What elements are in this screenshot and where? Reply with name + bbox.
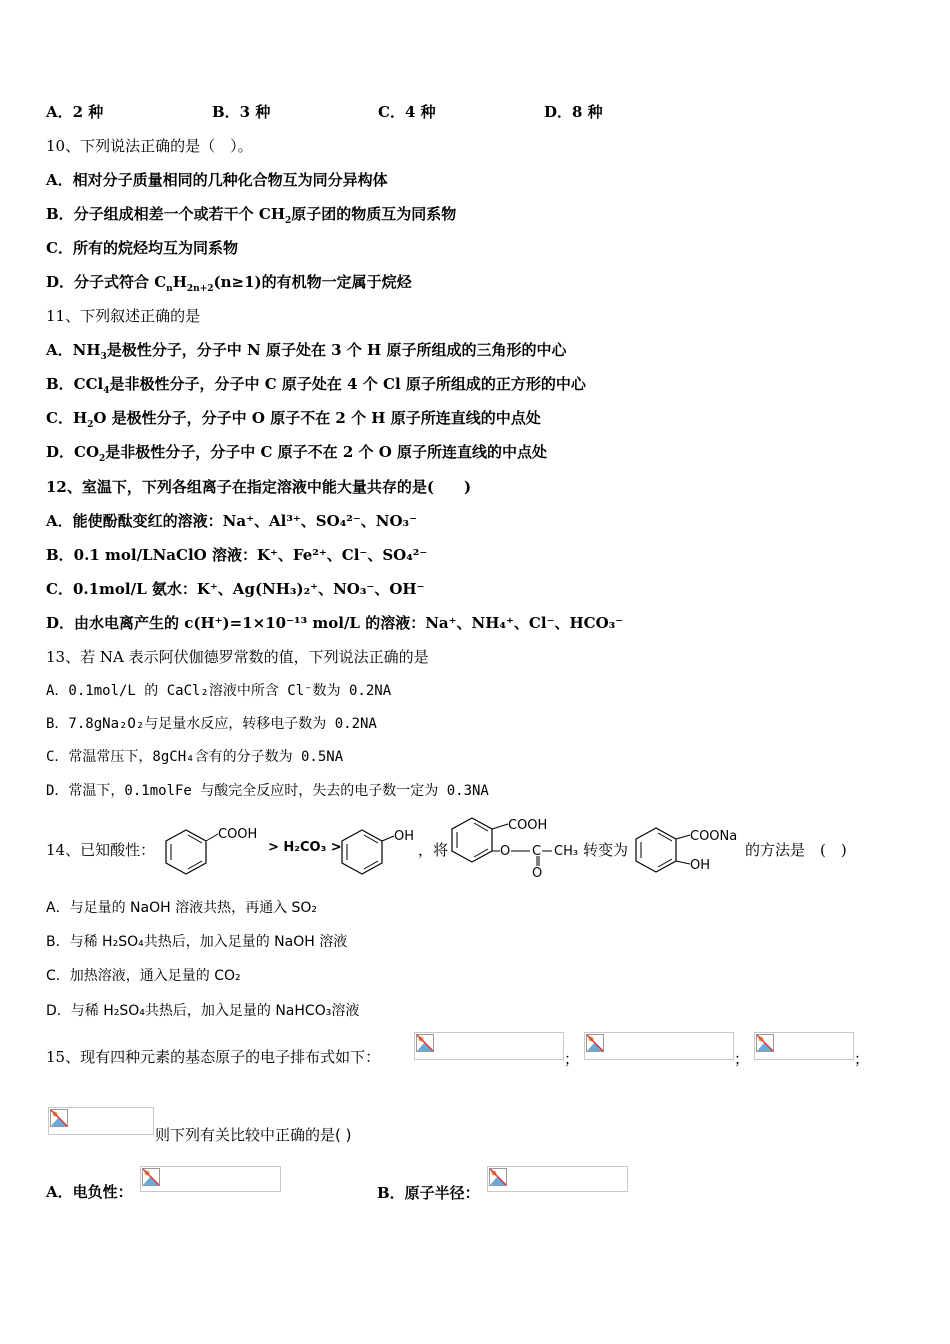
q14-option-a: A．与足量的 NaOH 溶液共热，再通入 SO₂ [46, 900, 318, 916]
q11-stem: 11、下列叙述正确的是 [46, 307, 201, 325]
broken-image-icon [416, 1034, 434, 1052]
q11-option-c: C．$H_2O$ 是极性分子，分子中 O 原子不在 2 个 H 原子所连直线的中点处 [46, 409, 541, 430]
q9-option-c: C．4 种 [378, 103, 436, 121]
electron-config-image-3 [754, 1032, 854, 1060]
aspirin-cooh-label: COOH [508, 818, 548, 833]
q10-option-c: C．所有的烷烃均互为同系物 [46, 239, 238, 257]
aspirin-ch3-label: CH₃ [554, 844, 579, 859]
q12-option-d: D．由水电离产生的 c(H⁺)=1×10⁻¹³ mol/L 的溶液：Na⁺、NH₄⁺、Cl⁻、HCO₃⁻ [46, 614, 624, 632]
q12-stem: 12、室温下，下列各组离子在指定溶液中能大量共存的是( ) [46, 478, 472, 496]
broken-image-icon [586, 1034, 604, 1052]
q15-sep-1: ； [564, 1050, 580, 1068]
broken-image-icon [50, 1109, 68, 1127]
q9-option-d: D．8 种 [544, 103, 603, 121]
q14-convert-to: 转变为 [583, 841, 629, 859]
q11-option-a: A．$NH_3$是极性分子，分子中 N 原子处在 3 个 H 原子所组成的三角形的中心 [46, 341, 567, 362]
q15-option-b-label: B．原子半径： [377, 1184, 480, 1202]
aspirin-carbonyl-o: O [532, 866, 543, 880]
phenol-oh-label: OH [394, 829, 415, 844]
q14-option-c: C．加热溶液，通入足量的 CO₂ [46, 968, 241, 984]
q14-option-d: D．与稀 H₂SO₄共热后，加入足量的 NaHCO₃溶液 [46, 1003, 360, 1019]
q15-stem-2: 则下列有关比较中正确的是( ) [155, 1126, 352, 1144]
q15-option-a-label: A．电负性： [46, 1183, 133, 1201]
q13-option-a: A．0.1mol/L 的 CaCl₂溶液中所含 Cl⁻数为 0.2NA [46, 683, 392, 699]
q13-option-c: C．常温常压下，8gCH₄含有的分子数为 0.5NA [46, 749, 344, 765]
q14-acidity-gt: > H₂CO₃ > [268, 840, 342, 855]
q15-sep-3: ； [854, 1050, 870, 1068]
phenol-structure [334, 822, 424, 878]
q14-comma-jiang: ，将 [418, 841, 449, 859]
q10-option-b: B．分子组成相差一个或若干个 $CH_2$原子团的物质互为同系物 [46, 205, 457, 226]
q10-option-d: D．分子式符合 $C_nH_{2n+2}(n\ge 1)$的有机物一定属于烷烃 [46, 273, 412, 294]
q12-option-a: A．能使酚酞变红的溶液：Na⁺、Al³⁺、SO₄²⁻、NO₃⁻ [46, 512, 418, 530]
q14-option-b: B．与稀 H₂SO₄共热后，加入足量的 NaOH 溶液 [46, 934, 348, 950]
q10-stem: 10、下列说法正确的是（ ）。 [46, 137, 253, 155]
q13-option-d: D．常温下，0.1molFe 与酸完全反应时，失去的电子数一定为 0.3NA [46, 783, 489, 799]
broken-image-icon [142, 1168, 160, 1186]
salicylate-structure [630, 822, 748, 878]
q10-option-a: A．相对分子质量相同的几种化合物互为同分异构体 [46, 171, 388, 189]
q9-option-a: A．2 种 [46, 103, 104, 121]
q12-option-c: C．0.1mol/L 氨水：K⁺、Ag(NH₃)₂⁺、NO₃⁻、OH⁻ [46, 580, 425, 598]
q14-stem-pre: 14、已知酸性： [46, 841, 156, 859]
aspirin-ester-c: C [532, 844, 542, 859]
q15-option-b-image [487, 1166, 628, 1192]
q12-option-b: B．0.1 mol/LNaClO 溶液：K⁺、Fe²⁺、Cl⁻、SO₄²⁻ [46, 546, 428, 564]
electron-config-image-1 [414, 1032, 564, 1060]
benzoic-acid-structure [158, 822, 268, 878]
q11-option-b: B．CCl$_4$是非极性分子，分子中 C 原子处在 4 个 Cl 原子所组成的正方形的中心 [46, 375, 586, 396]
aspirin-ester-o: O [500, 844, 511, 859]
q9-option-b: B．3 种 [212, 103, 271, 121]
salicylate-oh-label: OH [690, 858, 711, 873]
broken-image-icon [489, 1168, 507, 1186]
q11-option-d: D．$CO_2$是非极性分子，分子中 C 原子不在 2 个 O 原子所连直线的中点处 [46, 443, 548, 464]
q15-sep-2: ； [734, 1050, 750, 1068]
q14-stem-post: 的方法是 ( ) [745, 841, 847, 859]
salicylate-coona-label: COONa [690, 829, 738, 844]
electron-config-image-2 [584, 1032, 734, 1060]
aspirin-structure [448, 812, 588, 880]
q13-stem: 13、若 NA 表示阿伏伽德罗常数的值，下列说法正确的是 [46, 648, 429, 666]
electron-config-image-4 [48, 1107, 154, 1135]
broken-image-icon [756, 1034, 774, 1052]
benzoic-cooh-label: COOH [218, 827, 258, 842]
q13-option-b: B．7.8gNa₂O₂与足量水反应，转移电子数为 0.2NA [46, 716, 377, 732]
q15-stem: 15、现有四种元素的基态原子的电子排布式如下： [46, 1048, 381, 1066]
q15-option-a-image [140, 1166, 281, 1192]
